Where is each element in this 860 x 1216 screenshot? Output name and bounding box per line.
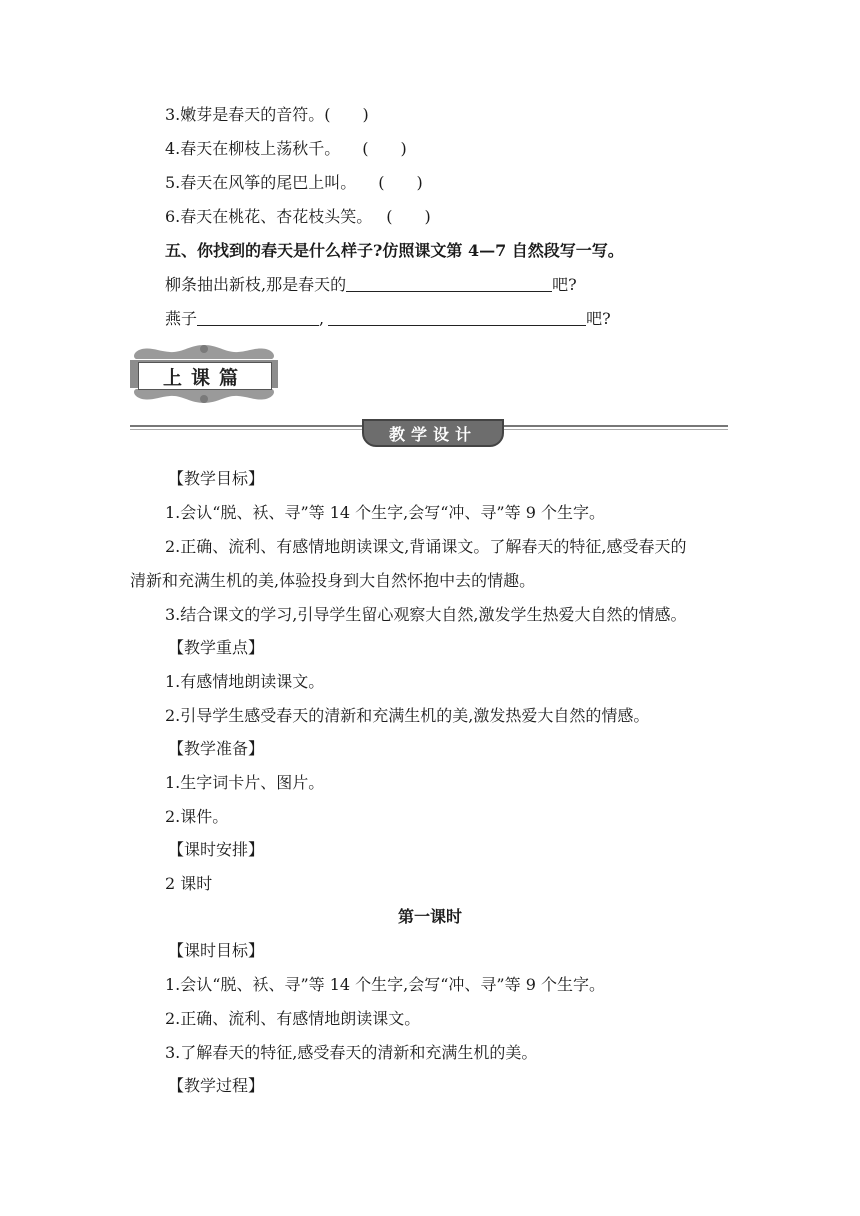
teaching-design-banner: 教学设计 xyxy=(362,419,504,447)
answer-blank[interactable] xyxy=(197,309,319,326)
answer-blank[interactable] xyxy=(328,309,586,326)
goals-heading: 【教学目标】 xyxy=(168,469,265,488)
goal-item: 3.结合课文的学习,引导学生留心观察大自然,激发学生热爱大自然的情感。 xyxy=(165,605,687,624)
prompt-text: 柳条抽出新枝,那是春天的 xyxy=(165,275,347,294)
exercise-text: 5.春天在风筝的尾巴上叫。 xyxy=(165,173,357,192)
answer-paren: ( ) xyxy=(378,173,423,192)
prompt-suffix: 吧? xyxy=(586,309,611,328)
process-heading: 【教学过程】 xyxy=(168,1076,265,1095)
fill-line-1 xyxy=(165,274,577,296)
preparation-item: 2.课件。 xyxy=(165,807,229,826)
goal-item: 1.会认“脱、袄、寻”等 14 个生字,会写“冲、寻”等 9 个生字。 xyxy=(165,503,605,522)
emblem-label: 上课篇 xyxy=(138,362,272,390)
exercise-text: 6.春天在桃花、杏花枝头笑。 xyxy=(165,207,373,226)
prompt-text: 燕子 xyxy=(165,309,198,328)
exercise-text: 4.春天在柳枝上荡秋千。 xyxy=(165,139,341,158)
section-emblem xyxy=(130,343,278,405)
key-point: 1.有感情地朗读课文。 xyxy=(165,672,325,691)
lesson-goals-heading: 【课时目标】 xyxy=(168,941,265,960)
exercise-text: 3.嫩芽是春天的音符。 xyxy=(165,105,325,124)
preparation-item: 1.生字词卡片、图片。 xyxy=(165,773,325,792)
schedule-item: 2 课时 xyxy=(165,874,213,893)
answer-blank[interactable] xyxy=(346,275,552,292)
lesson-goal: 1.会认“脱、袄、寻”等 14 个生字,会写“冲、寻”等 9 个生字。 xyxy=(165,975,605,994)
section-5-heading: 五、你找到的春天是什么样子?仿照课文第 4—7 自然段写一写。 xyxy=(165,241,624,260)
key-point: 2.引导学生感受春天的清新和充满生机的美,激发热爱大自然的情感。 xyxy=(165,706,650,725)
answer-paren: ( ) xyxy=(386,207,431,226)
fill-line-2 xyxy=(165,308,611,330)
goal-item: 2.正确、流利、有感情地朗读课文,背诵课文。了解春天的特征,感受春天的 xyxy=(165,537,687,556)
key-points-heading: 【教学重点】 xyxy=(168,638,265,657)
lesson-goal: 3.了解春天的特征,感受春天的清新和充满生机的美。 xyxy=(165,1043,538,1062)
prompt-comma: , xyxy=(319,309,325,328)
answer-paren: ( ) xyxy=(324,105,369,124)
exercise-6 xyxy=(165,206,431,228)
schedule-heading: 【课时安排】 xyxy=(168,840,265,859)
lesson-goal: 2.正确、流利、有感情地朗读课文。 xyxy=(165,1009,421,1028)
lesson-title: 第一课时 xyxy=(397,907,462,926)
preparation-heading: 【教学准备】 xyxy=(168,739,265,758)
exercise-4 xyxy=(165,138,407,160)
exercise-5 xyxy=(165,172,423,194)
answer-paren: ( ) xyxy=(362,139,407,158)
prompt-suffix: 吧? xyxy=(552,275,577,294)
goal-item-continued: 清新和充满生机的美,体验投身到大自然怀抱中去的情趣。 xyxy=(130,571,536,590)
exercise-3 xyxy=(165,104,369,126)
